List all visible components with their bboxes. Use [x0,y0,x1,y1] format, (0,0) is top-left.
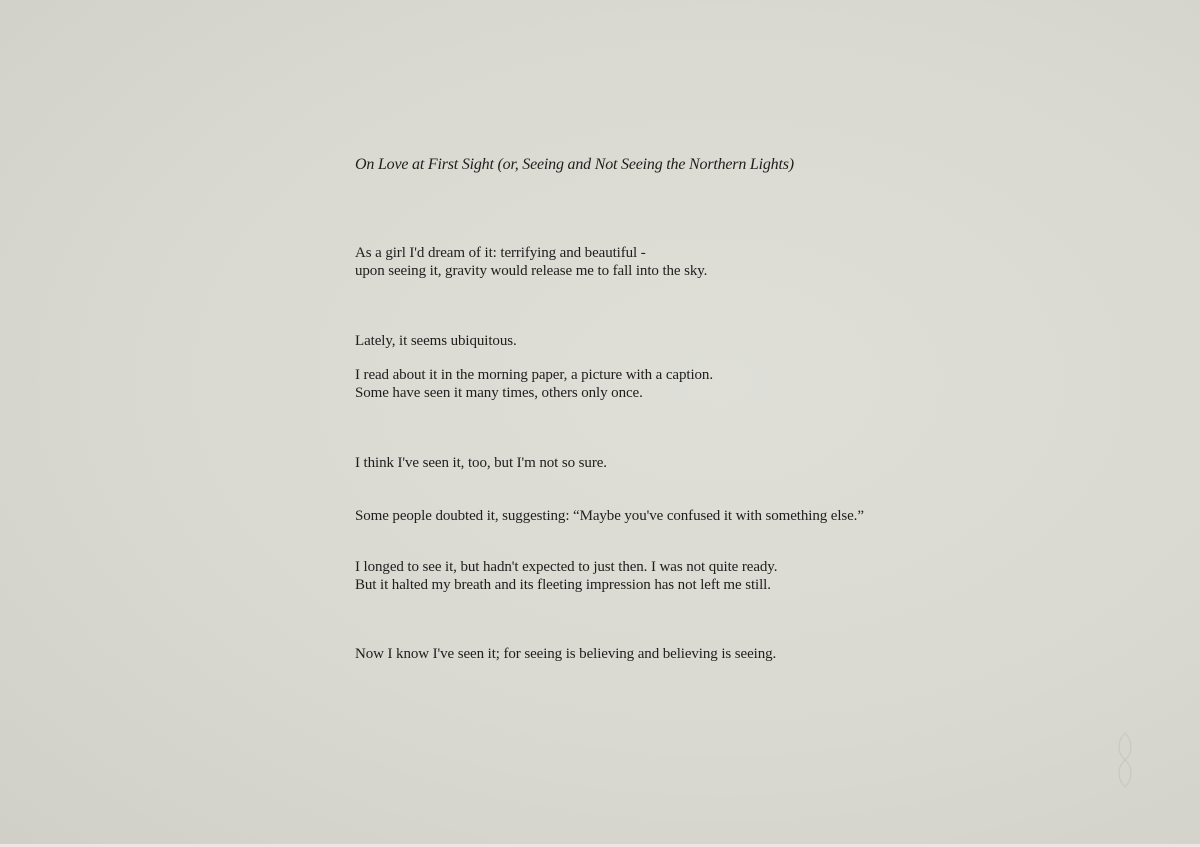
poem-line: But it halted my breath and its fleeting impression has not left me still. [355,577,771,593]
stanza [355,244,707,280]
stanza [355,507,864,525]
poem-line: Now I know I've seen it; for seeing is believing and believing is seeing. [355,646,777,662]
stanza [355,558,777,594]
poem-line: I longed to see it, but hadn't expected to just then. I was not quite ready. [355,559,778,575]
stanza [355,454,607,472]
poem-line: Some people doubted it, suggesting: “Maybe you've confused it with something else.” [355,508,864,524]
poem-line: I read about it in the morning paper, a picture with a caption. [355,367,713,383]
stanza [355,332,517,350]
stanza [355,645,776,663]
poem-title: On Love at First Sight (or, Seeing and Not Seeing the Northern Lights) [355,156,794,173]
poem-line: I think I've seen it, too, but I'm not so sure. [355,455,607,471]
stanza [355,366,713,402]
poem-line: Some have seen it many times, others only once. [355,385,643,401]
poem-line: Lately, it seems ubiquitous. [355,333,517,349]
poem-line: upon seeing it, gravity would release me to fall into the sky. [355,263,708,279]
embossed-mark-icon [1114,731,1136,789]
poem-line: As a girl I'd dream of it: terrifying and beautiful - [355,245,646,261]
